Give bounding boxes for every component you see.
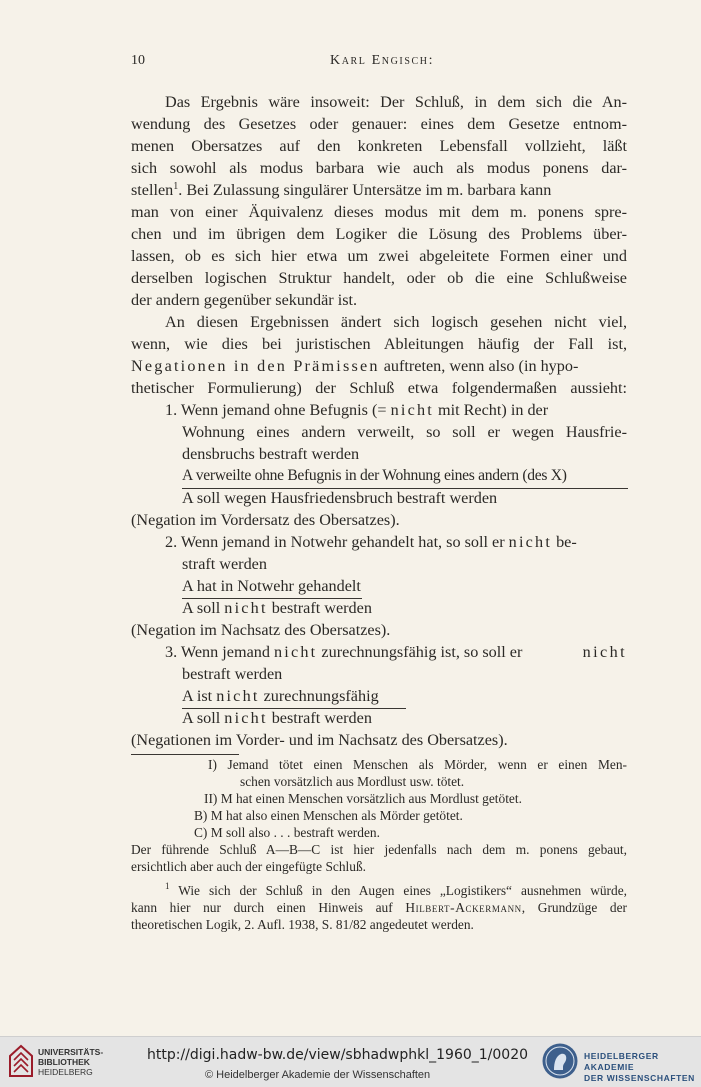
academy-name[interactable]: HEIDELBERGER AKADEMIE DER WISSENSCHAFTEN [584,1051,695,1083]
conclusion: A soll nicht bestraft werden [182,709,372,727]
copyright-text: © Heidelberger Akademie der Wissenschaften [205,1069,431,1081]
conclusion: A soll wegen Hausfriedensbruch bestraft werden [182,489,498,507]
text-line: chen und im übrigen dem Logiker die Lösung des Problems über- [131,225,627,243]
text-line: stellen$^1$. Bei Zulassung singulärer Untersätze im m. barbara kann [131,181,552,199]
small-text-line: II) M hat einen Menschen vorsätzlich aus Mordlust getötet. [204,791,522,806]
text-line: 2. Wenn jemand in Notwehr gehandelt hat, so soll er nicht be- [165,533,577,551]
small-text-line: B) M hat also einen Menschen als Mörder getötet. [194,808,463,823]
text-line: man von einer Äquivalenz dieses modus mit dem m. ponens spre- [131,203,627,221]
text-line: An diesen Ergebnissen ändert sich logisch gesehen nicht viel, [165,313,627,331]
text-line: (Negation im Vordersatz des Obersatzes). [131,511,400,529]
minor-premise: A verweilte ohne Befugnis in der Wohnung eines andern (des X) [182,467,567,484]
text-line: (Negationen im Vorder- und im Nachsatz des Obersatzes). [131,731,508,749]
library-name[interactable]: UNIVERSITÄTS- BIBLIOTHEK HEIDELBERG [38,1047,104,1077]
footnote-ref: 1 [173,181,179,192]
minor-premise: A ist nicht zurechnungsfähig [182,687,379,705]
academy-seal-icon[interactable] [541,1042,579,1080]
text-line: menen Obersatzes auf den konkreten Lebensfall vollzieht, läßt [131,137,627,155]
text-line: (Negation im Nachsatz des Obersatzes). [131,621,391,639]
small-text-line: C) M soll also . . . bestraft werden. [194,825,380,840]
conclusion: A soll nicht bestraft werden [182,599,372,617]
text-line: 3. Wenn jemand nicht zurechnungsfähig ist, so soll er nicht [165,643,627,661]
text-line: bestraft werden [182,665,283,683]
small-text-line: Der führende Schluß A—B—C ist hier jedenfalls nach dem m. ponens gebaut, [131,842,627,857]
text-line: Wohnung eines andern verweilt, so soll er wegen Hausfrie- [182,423,627,441]
text-line: Negationen in den Prämissen auftreten, wenn also (in hypo- [131,357,579,375]
text-line: derselben logischen Struktur handelt, oder ob die eine Schlußweise [131,269,627,287]
text-line: sich sowohl als modus barbara wie auch als modus ponens dar- [131,159,627,177]
footnote-line: theoretischen Logik, 2. Aufl. 1938, S. 81/82 angedeutet werden. [131,917,474,932]
text-line: straft werden [182,555,267,573]
text-line: wenn, wie dies bei juristischen Ableitungen häufig der Fall ist, [131,335,627,353]
text-line: densbruchs bestraft werden [182,445,360,463]
spaced-emphasis: Negationen in den Prämissen [131,357,380,375]
footnote-line: kann hier nur durch einen Hinweis auf Hilbert-Ackermann, Grundzüge der [131,900,627,915]
footnote-separator [131,754,239,755]
page-number: 10 [131,53,145,68]
small-text-line: ersichtlich aber auch der eingefügte Schluß. [131,859,366,874]
footer-bar [0,1036,701,1087]
running-title: Karl Engisch: [330,53,435,68]
text-line: wendung des Gesetzes oder genauer: eines dem Gesetze entnom- [131,115,627,133]
permalink[interactable]: http://digi.hadw-bw.de/view/sbhadwphkl_1960_1/0020 [147,1047,529,1063]
text-line: lassen, ob es sich hier etwa um zwei abgeleitete Formen einer und [131,247,627,265]
footnote-line: $^1$ Wie sich der Schluß in den Augen eines „Logistikers“ ausnehmen würde, [165,881,627,898]
university-library-logo-icon[interactable] [8,1044,34,1078]
small-text-line: I) Jemand tötet einen Menschen als Mörder, wenn er einen Men- [208,757,627,772]
text-line: Das Ergebnis wäre insoweit: Der Schluß, in dem sich die An- [165,93,627,111]
text-line: thetischer Formulierung) der Schluß etwa folgendermaßen aussieht: [131,379,627,397]
minor-premise: A hat in Notwehr gehandelt [182,577,361,595]
text-line: 1. Wenn jemand ohne Befugnis (= nicht mit Recht) in der [165,401,549,419]
small-text-line: schen vorsätzlich aus Mordlust usw. tötet. [240,774,465,789]
text-line: der andern gegenüber sekundär ist. [131,291,358,309]
